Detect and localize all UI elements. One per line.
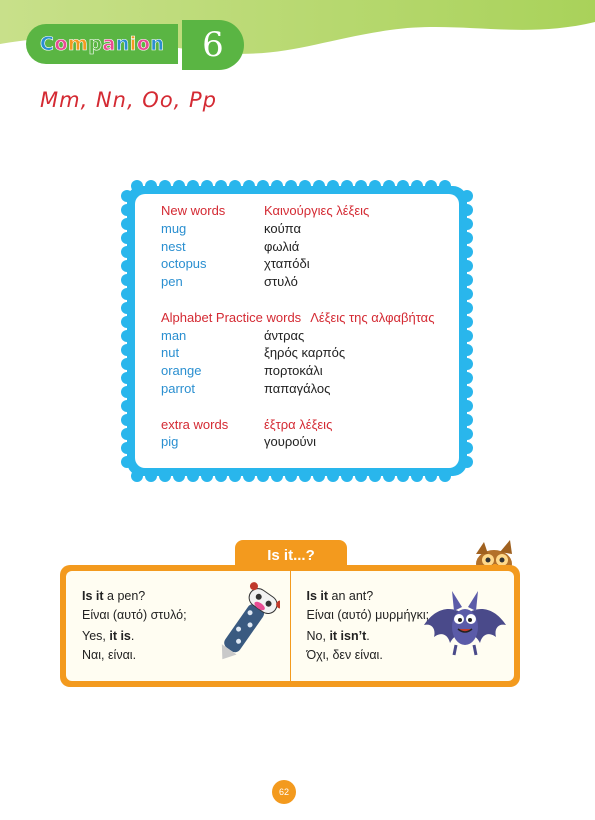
answer-post: . [130, 629, 135, 643]
question-gr: Είναι (αυτό) μυρμήγκι; [306, 608, 430, 622]
vocab-heading [161, 309, 461, 327]
answer-gr: Ναι, είναι. [82, 648, 137, 662]
vocab-word-en: pen [161, 274, 183, 290]
vocab-word-en: nest [161, 238, 186, 254]
question-rest: an ant? [328, 589, 374, 603]
vocab-heading-en: extra words [161, 416, 229, 432]
vocab-word-gr: φωλιά [264, 238, 300, 254]
vocab-word-row [161, 238, 461, 256]
answer-bold: it is [109, 629, 131, 643]
is-it-box [60, 565, 520, 687]
unit-title: Mm, Nn, Oo, Pp [40, 88, 218, 112]
vocab-word-en: mug [161, 220, 187, 236]
unit-number-badge [182, 20, 244, 70]
vocab-heading [161, 416, 461, 434]
vocab-heading [161, 202, 461, 220]
is-it-tab: Is it...? [235, 540, 347, 568]
vocab-word-row [161, 327, 461, 345]
vocab-word-gr: γουρούνι [264, 434, 316, 450]
vocab-gap [161, 398, 461, 416]
vocab-heading-gr: Λέξεις της αλφαβήτας [310, 309, 435, 325]
answer-bold: it isn’t [329, 629, 367, 643]
question-rest: a pen? [103, 589, 146, 603]
vocab-heading-en: Alphabet Practice words [161, 309, 302, 325]
vocab-word-gr: ξηρός καρπός [264, 345, 346, 361]
is-it-left-column [66, 571, 290, 681]
vocab-heading-en: New words [161, 203, 226, 218]
vocab-heading-gr: έξτρα λέξεις [264, 416, 333, 432]
vocab-word-row [161, 220, 461, 238]
vocab-word-row [161, 344, 461, 362]
vocab-word-en: orange [161, 363, 202, 379]
vocab-word-gr: κούπα [264, 220, 301, 236]
page-number: 62 [272, 780, 296, 804]
vocab-word-en: parrot [161, 380, 195, 396]
question-bold: Is it [306, 589, 329, 603]
vocab-word-gr: άντρας [264, 327, 305, 343]
vocab-word-en: man [161, 327, 187, 343]
pen-character-icon [214, 581, 280, 667]
vocab-gap [161, 291, 461, 309]
vocab-word-gr: χταπόδι [264, 256, 310, 272]
vocab-word-row [161, 273, 461, 291]
is-it-right-column [290, 571, 515, 681]
question-gr: Είναι (αυτό) στυλό; [82, 608, 187, 622]
answer-post: . [366, 629, 370, 643]
vocab-word-row [161, 433, 461, 451]
answer-pre: No, [306, 629, 330, 643]
logo-text: Companion [40, 33, 165, 55]
bat-character-icon [422, 585, 508, 663]
vocab-word-row [161, 362, 461, 380]
vocab-word-en: nut [161, 345, 180, 361]
answer-gr: Όχι, δεν είναι. [306, 648, 383, 662]
vocab-word-row [161, 380, 461, 398]
unit-number: 6 [202, 25, 224, 65]
vocab-heading-gr: Καινούργιες λέξεις [264, 203, 370, 218]
vocab-list [161, 202, 461, 451]
question-bold: Is it [82, 589, 104, 603]
is-it-inner [66, 571, 514, 681]
vocab-word-gr: πορτοκάλι [264, 363, 323, 379]
vocab-word-gr: στυλό [264, 274, 298, 290]
vocab-word-en: pig [161, 434, 179, 450]
companion-logo [26, 24, 178, 64]
answer-pre: Yes, [82, 629, 110, 643]
vocab-word-row [161, 255, 461, 273]
vocab-word-gr: παπαγάλος [264, 380, 331, 396]
vocab-word-en: octopus [161, 256, 207, 272]
